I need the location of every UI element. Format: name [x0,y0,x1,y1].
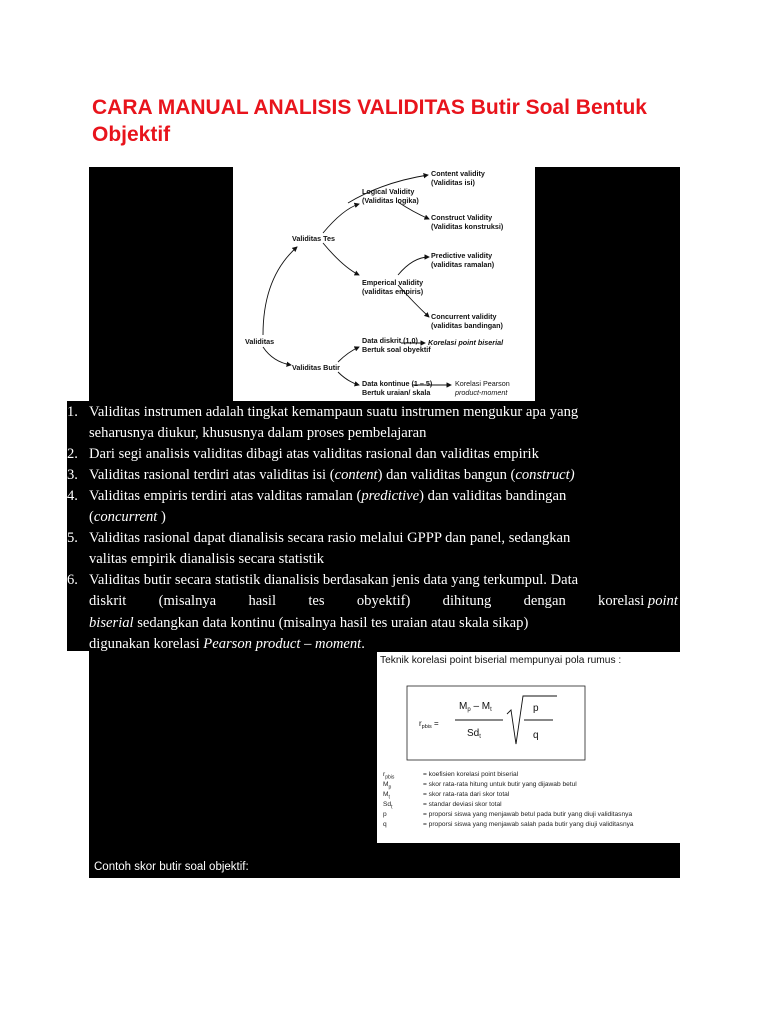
list-item-line: digunakan korelasi Pearson product – moment. [89,636,365,653]
formula-panel: Teknik korelasi point biserial mempunyai pola rumus : $r_{pbis}$ = $M_p - M_t$ $Sd_t$ p q $r_{pbis}$ = koefisien korelasi point biserial $M_p$ = skor rata-rata hitung untuk butir yang dijawab betul $M_t$ = skor rata-rata dari skor total $Sd_t$ = standar deviasi skor total p = proporsi siswa yang menjawab betul pada butir yang diuji validitasnya q = proporsi siswa yang menjawab salah pada butir yang diuji validitasnya [377,652,680,843]
label-logical-validity: Logical Validity [362,187,415,196]
list-item-number: 3. [67,467,78,483]
list-item-number: 2. [67,446,78,462]
list-item-line: Validitas rasional dapat dianalisis secara rasio melalui GPPP dan panel, sedangkan [89,530,571,546]
formula-sqrt-num: p [533,703,539,714]
label-data-diskrit: Data diskrit (1,0) [362,336,418,345]
formula-numerator: $M_p - M_t$ [459,701,492,713]
formula-denominator: $Sd_t$ [467,728,481,740]
label-construct-validity: Construct Validity [431,213,493,222]
list-item-number: 4. [67,488,78,504]
label-logical-validity-sub: (Validitas logika) [362,196,419,205]
label-data-diskrit-sub: Bertuk soal obyektif [362,345,431,354]
label-concurrent-validity: Concurrent validity [431,312,497,321]
label-content-validity: Content validity [431,169,485,178]
list-item-number: 5. [67,530,78,546]
list-item-line: Validitas rasional terdiri atas validitas isi (content) dan validitas bangun (construct) [89,467,575,483]
list-item-line: diskrit (misalnya hasil tes obyektif) dihitung dengan korelasi point [89,593,678,610]
formula-sqrt-den: q [533,730,539,741]
list-item-line: biserial sedangkan data kontinu (misalnya hasil tes uraian atau skala sikap) [89,614,529,631]
label-validitas-butir: Validitas Butir [292,363,340,372]
validity-list [67,401,680,651]
validity-diagram-svg [233,167,535,401]
label-validitas: Validitas [245,337,275,346]
list-item-number: 6. [67,572,78,588]
list-item-line: Dari segi analisis validitas dibagi atas validitas rasional dan validitas empirik [89,446,539,462]
label-emperical-validity: Emperical validity [362,278,424,287]
formula-intro: Teknik korelasi point biserial mempunyai pola rumus : [380,655,622,666]
label-construct-validity-sub: (Validitas konstruksi) [431,222,504,231]
list-item-line: Validitas butir secara statistik dianalisis berdasakan jenis data yang terkumpul. Data [89,572,579,588]
formula-lhs: $r_{pbis}$ = [419,719,439,730]
list-item-line: (concurrent ) [89,509,166,526]
label-content-validity-sub: (Validitas isi) [431,178,475,187]
label-korelasi-pearson: Korelasi Pearson [455,379,510,388]
label-korelasi-point: Korelasi point biserial [428,338,504,347]
list-item-number: 1. [67,404,78,420]
label-data-kontinue-sub: Bertuk uraian/ skala [362,388,431,397]
validity-diagram [233,167,535,401]
label-korelasi-pearson-sub: product-moment [455,388,508,397]
formula-svg [377,674,680,774]
label-predictive-validity: Predictive validity [431,251,493,260]
list-item-line: seharusnya diukur, khususnya dalam proses pembelajaran [89,425,427,442]
label-data-kontinue: Data kontinue (1 – 5) [362,379,433,388]
list-item-line: valitas empirik dianalisis secara statistik [89,551,325,568]
list-item-line: Validitas instrumen adalah tingkat kemampaun suatu instrumen mengukur apa yang [89,404,579,420]
label-concurrent-validity-sub: (validitas bandingan) [431,321,503,330]
caption-text: Contoh skor butir soal objektif: [94,861,249,873]
list-item-line: Validitas empiris terdiri atas valditas ramalan (predictive) dan validitas bandingan [89,488,567,504]
label-validitas-tes: Validitas Tes [292,234,336,243]
label-predictive-validity-sub: (validitas ramalan) [431,260,495,269]
label-emperical-validity-sub: (validitas empiris) [362,287,424,296]
page-title: CARA MANUAL ANALISIS VALIDITAS Butir Soal Bentuk Objektif [92,96,647,146]
